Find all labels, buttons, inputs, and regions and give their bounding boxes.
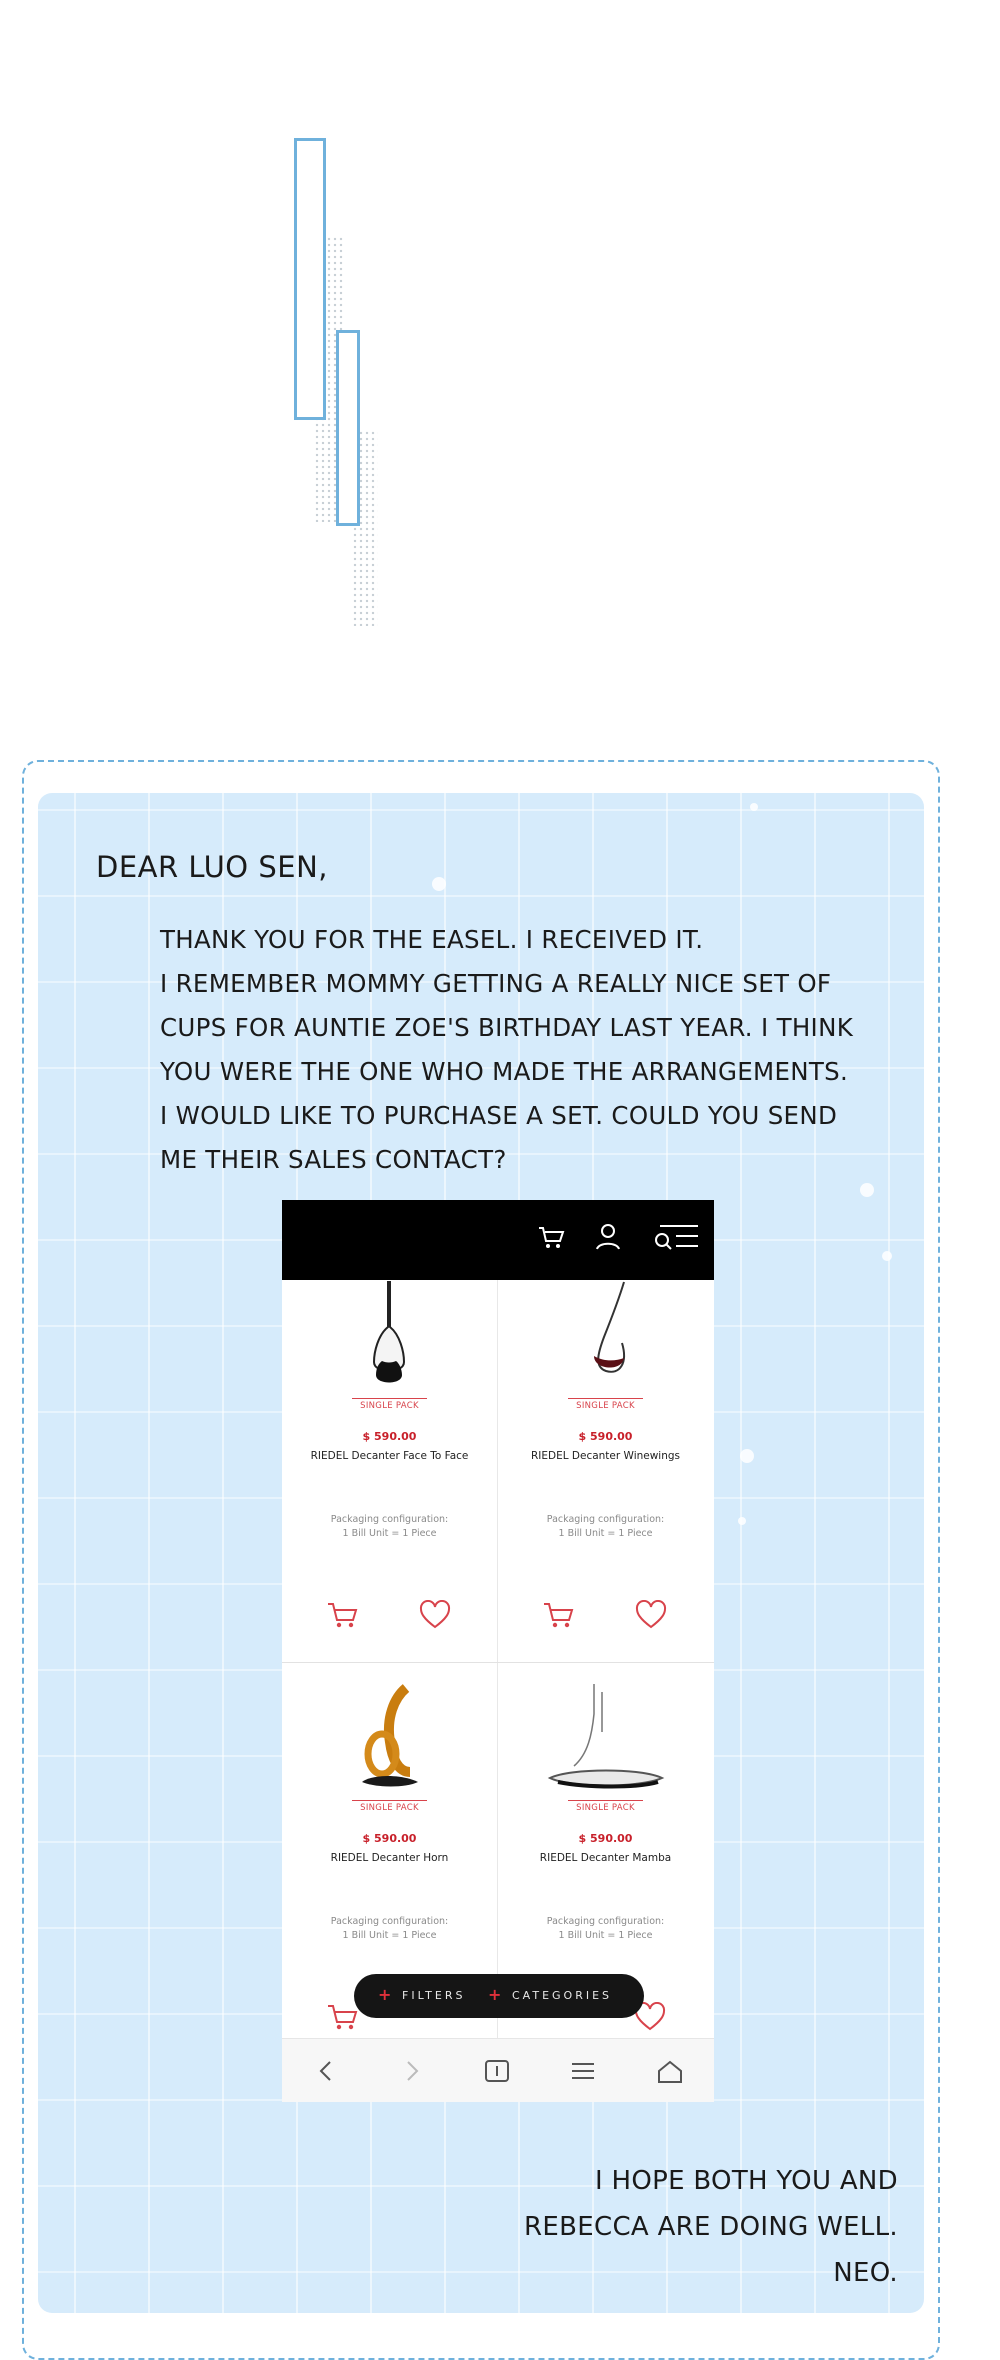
- packaging-label: Packaging configuration:: [330, 1916, 449, 1927]
- home-icon[interactable]: [656, 2059, 684, 2089]
- letter-line: YOU WERE THE ONE WHO MADE THE ARRANGEMENTS.: [160, 1057, 849, 1086]
- decanter-image: [282, 1682, 497, 1804]
- letter-signoff: [298, 2158, 898, 2296]
- user-icon[interactable]: [594, 1222, 622, 1256]
- decanter-image: [282, 1280, 497, 1402]
- letter-line: I REMEMBER MOMMY GETTING A REALLY NICE SET OF: [160, 969, 832, 998]
- letter-line: I WOULD LIKE TO PURCHASE A SET. COULD YOU SEND: [160, 1101, 838, 1130]
- add-to-cart-icon[interactable]: [326, 1600, 360, 1634]
- product-card[interactable]: [282, 1280, 497, 1660]
- forward-icon[interactable]: [402, 2059, 422, 2087]
- bubble: [882, 1251, 892, 1261]
- letter-line: THANK YOU FOR THE EASEL. I RECEIVED IT.: [160, 925, 704, 954]
- add-to-cart-icon[interactable]: [326, 2002, 360, 2036]
- decorative-rectangle: [294, 138, 326, 420]
- packaging-value: 1 Bill Unit = 1 Piece: [342, 1528, 437, 1539]
- grid-divider: [282, 1662, 714, 1663]
- pack-tag: SINGLE PACK: [568, 1800, 643, 1813]
- menu-icon[interactable]: [570, 2059, 596, 2087]
- signoff-signature: NEO.: [833, 2258, 898, 2288]
- categories-button[interactable]: CATEGORIES: [512, 1989, 613, 2002]
- bubble: [432, 877, 446, 891]
- letter-body: [160, 918, 880, 1182]
- cart-icon[interactable]: [536, 1222, 566, 1256]
- product-price: $ 590.00: [362, 1832, 417, 1845]
- bubble: [860, 1183, 874, 1197]
- signoff-line: REBECCA ARE DOING WELL.: [524, 2212, 898, 2242]
- product-name[interactable]: RIEDEL Decanter Winewings: [530, 1450, 681, 1462]
- product-name[interactable]: RIEDEL Decanter Horn: [330, 1852, 449, 1864]
- decorative-rectangle: [336, 330, 360, 526]
- packaging-label: Packaging configuration:: [546, 1916, 665, 1927]
- letter-line: CUPS FOR AUNTIE ZOE'S BIRTHDAY LAST YEAR. I THINK: [160, 1013, 854, 1042]
- signoff-line: I HOPE BOTH YOU AND: [594, 2166, 898, 2196]
- product-name[interactable]: RIEDEL Decanter Mamba: [539, 1852, 672, 1864]
- packaging-value: 1 Bill Unit = 1 Piece: [558, 1528, 653, 1539]
- packaging-value: 1 Bill Unit = 1 Piece: [342, 1930, 437, 1941]
- tabs-icon[interactable]: [484, 2059, 510, 2087]
- decanter-image: [498, 1280, 713, 1402]
- shop-screenshot: [282, 1200, 714, 2102]
- product-price: $ 590.00: [362, 1430, 417, 1443]
- product-card[interactable]: [498, 1280, 713, 1660]
- product-name[interactable]: RIEDEL Decanter Face To Face: [310, 1450, 469, 1462]
- pack-tag: SINGLE PACK: [352, 1398, 427, 1411]
- wishlist-heart-icon[interactable]: [419, 1600, 451, 1634]
- wishlist-heart-icon[interactable]: [635, 1600, 667, 1634]
- bubble: [750, 803, 758, 811]
- product-price: $ 590.00: [578, 1430, 633, 1443]
- packaging-label: Packaging configuration:: [330, 1514, 449, 1525]
- plus-icon: +: [488, 1985, 505, 2004]
- letter-greeting: DEAR LUO SEN,: [96, 850, 328, 884]
- packaging-label: Packaging configuration:: [546, 1514, 665, 1525]
- product-price: $ 590.00: [578, 1832, 633, 1845]
- pack-tag: SINGLE PACK: [352, 1800, 427, 1813]
- pack-tag: SINGLE PACK: [568, 1398, 643, 1411]
- filter-bar: [354, 1974, 644, 2018]
- bubble: [740, 1449, 754, 1463]
- browser-nav-bar: [282, 2038, 714, 2102]
- filters-button[interactable]: FILTERS: [402, 1989, 466, 2002]
- bubble: [738, 1517, 746, 1525]
- add-to-cart-icon[interactable]: [542, 1600, 576, 1634]
- plus-icon: +: [378, 1985, 395, 2004]
- decanter-image: [498, 1682, 713, 1804]
- packaging-value: 1 Bill Unit = 1 Piece: [558, 1930, 653, 1941]
- letter-line: ME THEIR SALES CONTACT?: [160, 1145, 507, 1174]
- shop-header: [282, 1200, 714, 1280]
- search-menu-icon[interactable]: [652, 1222, 700, 1256]
- back-icon[interactable]: [316, 2059, 336, 2087]
